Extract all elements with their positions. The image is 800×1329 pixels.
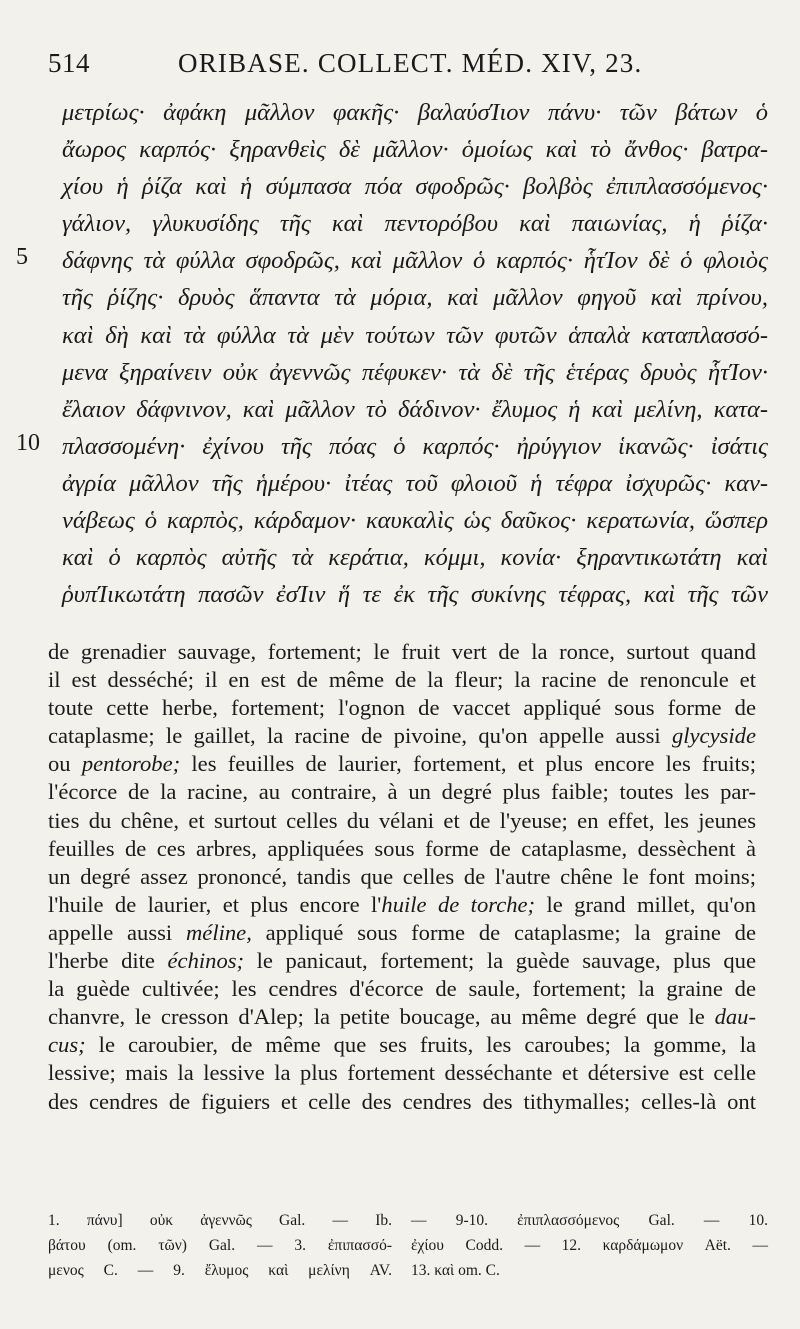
french-line: [48, 1088, 756, 1116]
footnote-line: ἐχίου Codd. — 12. καρδάμωμον Aët. —: [411, 1237, 768, 1254]
footnote-line: 1. πάνυ] οὐκ ἀγεννῶς Gal. — Ib.: [48, 1212, 392, 1229]
french-line: [48, 947, 756, 975]
page-header: [48, 48, 748, 84]
line-number-10: 10: [16, 430, 40, 456]
footnote-line: μενος C. — 9. ἔλυμος καὶ μελίνη AV.: [48, 1262, 392, 1279]
text-run: de grenadier sauvage, fortement; le fruit vert de la ronce, surtout quand: [48, 639, 756, 664]
french-translation-block: [48, 638, 756, 1116]
text-run: cataplasme; le gaillet, la racine de pivoine, qu'on appelle aussi: [48, 723, 672, 749]
text-run: l'herbe dite: [48, 948, 168, 974]
text-run: chanvre, le cresson d'Alep; la petite boucage, au même degré que le: [48, 1004, 715, 1030]
greek-line: γάλιον, γλυκυσίδης τῆς καὶ πεντορόβου καὶ παιωνίας, ἡ ῥίζα·: [62, 210, 768, 238]
footnotes-column-right: [411, 1208, 768, 1283]
text-run: toute cette herbe, fortement; l'ognon de vaccet appliqué sous forme de: [48, 695, 756, 721]
french-line: [48, 919, 756, 947]
greek-line: νάβεως ὁ καρπὸς, κάρδαμον· καυκαλὶς ὡς δαῦκος· κερατωνία, ὥσπερ: [62, 507, 768, 535]
french-line: [48, 666, 756, 694]
running-title: ORIBASE. COLLECT. MÉD. XIV, 23.: [178, 48, 643, 78]
greek-line: τῆς ῥίζης· δρυὸς ἅπαντα τὰ μόρια, καὶ μᾶλλον φηγοῦ καὶ πρίνου,: [62, 284, 768, 312]
text-run: la guède cultivée; les cendres d'écorce de saule, fortement; la graine de: [48, 976, 756, 1002]
text-run: des cendres de figuiers et celle des cendres des tithymalles; celles-là ont: [48, 1088, 756, 1114]
french-line: [48, 778, 756, 806]
text-run: appliqué sous forme de cataplasme; la graine de: [251, 919, 756, 945]
greek-line: ἄωρος καρπός· ξηρανθεὶς δὲ μᾶλλον· ὁμοίως καὶ τὸ ἄνθος· βατρα-: [62, 136, 768, 164]
text-run: feuilles de ces arbres, appliquées sous forme de cataplasme, dessèchent à: [48, 835, 756, 861]
french-line: [48, 863, 756, 891]
italic-term: échinos;: [167, 948, 245, 974]
italic-term: méline,: [185, 919, 252, 945]
italic-term: cus;: [48, 1032, 86, 1058]
text-run: il est desséché; il en est de même de la fleur; la racine de renoncule et: [48, 667, 756, 693]
greek-line: ῥυπΊικωτάτη πασῶν ἐσΊιν ἥ τε ἐκ τῆς συκίνης τέφρας, καὶ τῆς τῶν: [62, 581, 768, 609]
text-run: un degré assez prononcé, tandis que celles de l'autre chêne le font moins;: [48, 863, 756, 889]
french-line: [48, 835, 756, 863]
french-line: [48, 638, 756, 666]
text-run: ties du chêne, et surtout celles du vélani et de l'yeuse; en effet, les jeunes: [48, 807, 756, 833]
greek-line: ἔλαιον δάφνινον, καὶ μᾶλλον τὸ δάδινον· ἔλυμος ἡ καὶ μελίνη, κατα-: [62, 395, 768, 423]
french-line: [48, 1031, 756, 1059]
french-line: [48, 694, 756, 722]
footnote-line: βάτου (om. τῶν) Gal. — 3. ἐπιπασσό-: [48, 1237, 392, 1254]
text-run: le panicaut, fortement; la guède sauvage, plus que: [244, 948, 757, 974]
greek-line: χίου ἡ ῥίζα καὶ ἡ σύμπασα πόα σφοδρῶς· βολβὸς ἐπιπλασσόμενος·: [62, 173, 768, 201]
french-line: [48, 722, 756, 750]
french-line: [48, 807, 756, 835]
text-run: l'huile de laurier, et plus encore l': [48, 891, 382, 917]
footnotes-column-left: [48, 1208, 392, 1283]
french-line: [48, 1059, 756, 1087]
text-run: le caroubier, de même que ses fruits, les caroubes; la gomme, la: [85, 1032, 756, 1058]
greek-line: καὶ ὁ καρπὸς αὐτῆς τὰ κεράτια, κόμμι, κονία· ξηραντικωτάτη καὶ: [62, 544, 768, 572]
french-line: [48, 1003, 756, 1031]
text-run: l'écorce de la racine, au contraire, à un degré plus faible; toutes les par-: [48, 779, 756, 805]
text-run: les feuilles de laurier, fortement, et plus encore les fruits;: [180, 751, 757, 777]
italic-term: glycyside: [671, 723, 756, 749]
page-number: 514: [48, 48, 90, 78]
french-line: [48, 750, 756, 778]
footnote-line: — 9-10. ἐπιπλασσόμενος Gal. — 10.: [411, 1212, 768, 1229]
greek-line: καὶ δὴ καὶ τὰ φύλλα τὰ μὲν τούτων τῶν φυτῶν ἁπαλὰ καταπλασσό-: [62, 321, 768, 349]
greek-line: μετρίως· ἀφάκη μᾶλλον φακῆς· βαλαύσΊιον πάνυ· τῶν βάτων ὁ: [62, 99, 768, 126]
italic-term: pentorobe;: [81, 751, 181, 777]
greek-line: πλασσομένη· ἐχίνου τῆς πόας ὁ καρπός· ἠρύγγιον ἱκανῶς· ἰσάτις: [62, 432, 768, 460]
italic-term: dau-: [714, 1004, 756, 1030]
greek-line: ἀγρία μᾶλλον τῆς ἡμέρου· ἰτέας τοῦ φλοιοῦ ἡ τέφρα ἰσχυρῶς· καν-: [62, 469, 768, 497]
french-line: [48, 891, 756, 919]
footnote-line: 13. καὶ om. C.: [411, 1262, 500, 1279]
french-line: [48, 975, 756, 1003]
text-run: ou: [48, 751, 82, 777]
greek-text-block: [62, 94, 768, 613]
italic-term: huile de torche;: [381, 891, 536, 917]
text-run: le grand millet, qu'on: [535, 891, 756, 917]
greek-line: μενα ξηραίνειν οὐκ ἀγεννῶς πέφυκεν· τὰ δὲ τῆς ἑτέρας δρυὸς ἧτΊον·: [62, 358, 768, 386]
greek-line: δάφνης τὰ φύλλα σφοδρῶς, καὶ μᾶλλον ὁ καρπός· ἧτΊον δὲ ὁ φλοιὸς: [62, 247, 768, 275]
text-run: lessive; mais la lessive la plus fortement desséchante et détersive est celle: [48, 1060, 756, 1086]
line-number-5: 5: [16, 244, 28, 270]
text-run: appelle aussi: [48, 919, 186, 945]
